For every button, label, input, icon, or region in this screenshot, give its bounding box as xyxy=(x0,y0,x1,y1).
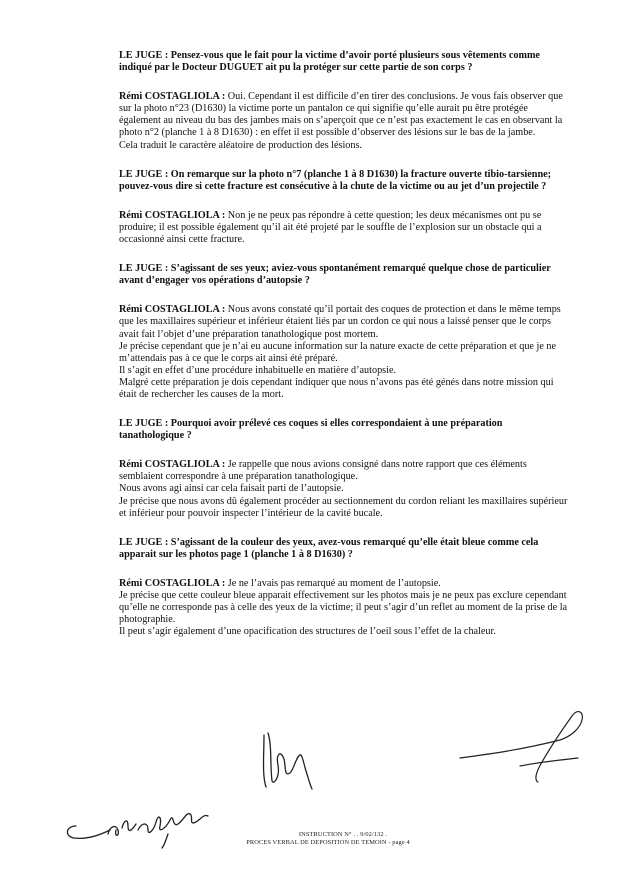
paragraph xyxy=(119,341,569,365)
speaker-label: Rémi COSTAGLIOLA : xyxy=(119,91,226,103)
paragraph xyxy=(119,304,569,340)
paragraph xyxy=(119,140,569,152)
paragraph-text: Nous avons agi ainsi car cela faisait parti de l’autopsie. xyxy=(119,483,344,495)
paragraph-text: Cela traduit le caractère aléatoire de production des lésions. xyxy=(119,139,362,151)
speaker-label: LE JUGE : xyxy=(119,418,169,430)
paragraph xyxy=(119,578,569,590)
footer-instruction: INSTRUCTION N° . . 9/02/132 . xyxy=(298,831,388,838)
judge-question xyxy=(119,169,569,193)
paragraph-text: Je précise que nous avons dû également procéder au sectionnement du cordon reliant les maxillaires supérieur et inférieur pour pouvoir inspecter l’intérieur de la cavité bucale. xyxy=(119,495,568,519)
speaker-label: LE JUGE : xyxy=(119,263,169,275)
signature-middle xyxy=(250,715,330,795)
paragraph xyxy=(119,377,569,401)
paragraph-text: Il peut s’agir également d’une opacification des structures de l’oeil sous l’effet de la chaleur. xyxy=(119,626,496,638)
judge-question xyxy=(119,50,569,74)
paragraph xyxy=(119,418,569,442)
witness-answer xyxy=(119,459,569,519)
paragraph-text: Je rappelle que nous avions consigné dans notre rapport que ces éléments semblaient correspondre à une préparation tanathologique. xyxy=(119,459,527,483)
paragraph-text: Oui. Cependant il est difficile d’en tirer des conclusions. Je vous fais observer que sur la photo n°23 (D1630) la victime porte un pantalon ce qui signifie qu’elle aurait pu être protégée également au niveau du bas des jambes mais on s’aperçoit que ce n’est pas exactement le cas en observant la photo n°2 (planche 1 à 8 D1630) : en effet il est possible d’observer des lésions sur le bas de la jambe. xyxy=(119,91,563,139)
speaker-label: LE JUGE : xyxy=(119,536,169,548)
paragraph xyxy=(119,210,569,246)
witness-answer xyxy=(119,578,569,638)
deposition-text xyxy=(119,50,569,655)
judge-question xyxy=(119,537,569,561)
speaker-label: Rémi COSTAGLIOLA : xyxy=(119,304,226,316)
paragraph-text: Nous avons constaté qu’il portait des coques de protection et dans le même temps que les maxillaires supérieur et inférieur étaient liés par un cordon ce qui nous a laissé penser que le corps avait fait l’objet d’une préparation tanathologique post mortem. xyxy=(119,304,561,340)
paragraph-text: Je précise cependant que je n’ai eu aucune information sur la nature exacte de cette préparation et que je ne m’attendais pas à ce que le corps ait ainsi été préparé. xyxy=(119,340,556,364)
signature-right xyxy=(450,700,600,790)
paragraph-text: S’agissant de ses yeux; aviez-vous spontanément remarqué quelque chose de particulier avant d’engager vos opérations d’autopsie ? xyxy=(119,263,551,287)
paragraph-text: Je ne l’avais pas remarqué au moment de l’autopsie. xyxy=(227,577,441,589)
paragraph-text: Non je ne peux pas répondre à cette question; les deux mécanismes ont pu se produire; il est possible également qu’il ait été projeté par le souffle de l’explosion sur un obstacle qui a occasionné ainsi cette fracture. xyxy=(119,209,542,246)
witness-answer xyxy=(119,91,569,151)
witness-answer xyxy=(119,210,569,246)
paragraph xyxy=(119,590,569,626)
paragraph-text: On remarque sur la photo n°7 (planche 1 à 8 D1630) la fracture ouverte tibio-tarsienne; pouvez-vous dire si cette fracture est consécutive à la chute de la victime ou au jet d’un projectile ? xyxy=(119,168,552,192)
paragraph xyxy=(119,365,569,377)
footer-proces-verbal: PROCES VERBAL DE DEPOSITION DE TEMOIN - page 4 xyxy=(246,839,410,846)
paragraph-text: Pourquoi avoir prélevé ces coques si elles correspondaient à une préparation tanathologique ? xyxy=(119,418,503,442)
paragraph xyxy=(119,483,569,495)
paragraph-text: S’agissant de la couleur des yeux, avez-vous remarqué qu’elle était bleue comme cela apparait sur les photos page 1 (planche 1 à 8 D1630) ? xyxy=(119,536,539,560)
speaker-label: Rémi COSTAGLIOLA : xyxy=(119,209,226,221)
paragraph-text: Malgré cette préparation je dois cependant indiquer que nous n’avons pas été génés dans notre mission qui était de rechercher les causes de la mort. xyxy=(119,376,554,400)
paragraph xyxy=(119,263,569,287)
paragraph xyxy=(119,496,569,520)
paragraph-text: Pensez-vous que le fait pour la victime d’avoir porté plusieurs sous vêtements comme indiqué par le Docteur DUGUET ait pu la protéger sur cette partie de son corps ? xyxy=(119,50,540,74)
paragraph xyxy=(119,459,569,483)
speaker-label: Rémi COSTAGLIOLA : xyxy=(119,459,226,471)
paragraph xyxy=(119,626,569,638)
paragraph xyxy=(119,537,569,561)
paragraph xyxy=(119,169,569,193)
signature-left xyxy=(58,790,228,850)
paragraph-text: Je précise que cette couleur bleue apparait effectivement sur les photos mais je ne peux pas exclure cependant qu’elle ne corresponde pas à celle des yeux de la victime; il peut s’agir d’un reflet au moment de la prise de la photographie. xyxy=(119,590,568,626)
speaker-label: LE JUGE : xyxy=(119,50,169,61)
witness-answer xyxy=(119,304,569,401)
speaker-label: Rémi COSTAGLIOLA : xyxy=(119,577,226,589)
speaker-label: LE JUGE : xyxy=(119,168,169,180)
paragraph-text: Il s’agit en effet d’une procédure inhabituelle en matière d’autopsie. xyxy=(119,364,397,376)
paragraph xyxy=(119,50,569,74)
judge-question xyxy=(119,263,569,287)
paragraph xyxy=(119,91,569,139)
judge-question xyxy=(119,418,569,442)
page-footer xyxy=(238,831,418,847)
